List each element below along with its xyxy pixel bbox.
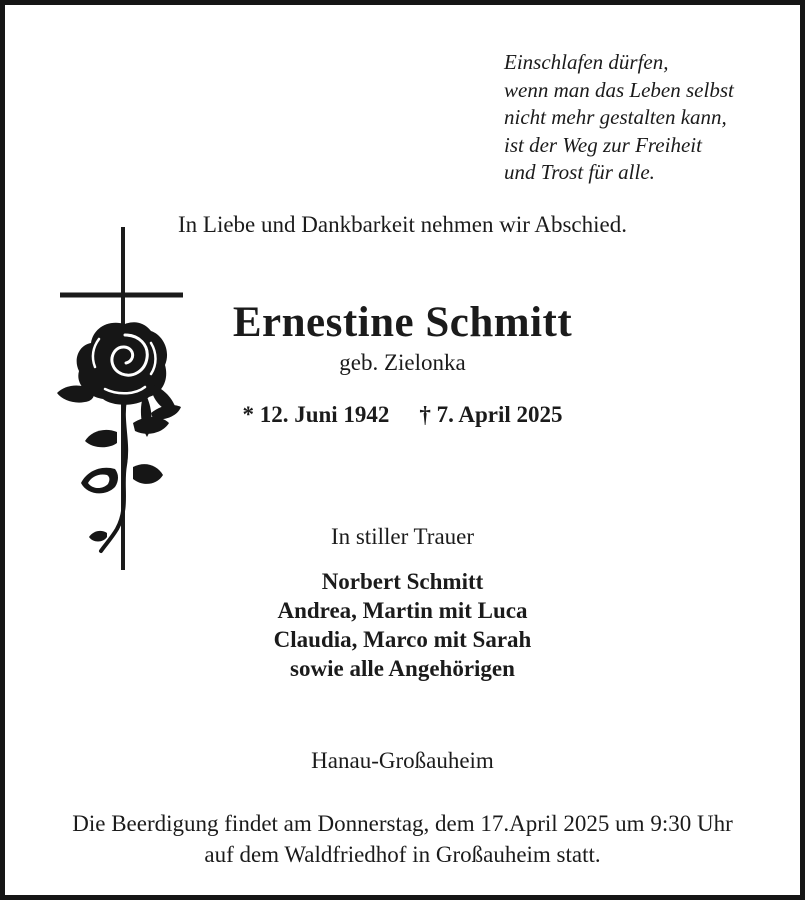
- life-dates: [5, 402, 800, 428]
- epigraph-line: ist der Weg zur Freiheit: [504, 132, 702, 157]
- mourner-name: Norbert Schmitt: [321, 569, 484, 594]
- epigraph-line: und Trost für alle.: [504, 160, 655, 184]
- mourner-name: Claudia, Marco mit Sarah: [273, 627, 532, 652]
- epigraph-line: nicht mehr gestalten kann,: [504, 105, 727, 129]
- location-line: Hanau-Großauheim: [311, 748, 494, 773]
- epigraph-poem: [504, 49, 734, 187]
- epigraph-line: Einschlafen dürfen,: [504, 50, 669, 74]
- mourner-names: [5, 567, 800, 683]
- funeral-info-line: auf dem Waldfriedhof in Großauheim statt.: [204, 841, 601, 867]
- funeral-info-line: Die Beerdigung findet am Donnerstag, dem 17.April 2025 um 9:30 Uhr: [72, 811, 733, 836]
- mourning-heading: In stiller Trauer: [330, 524, 475, 549]
- deceased-name: Ernestine Schmitt: [232, 299, 573, 346]
- maiden-name: geb. Zielonka: [339, 350, 466, 375]
- birth-date: * 12. Juni 1942: [242, 402, 390, 427]
- mourner-name: Andrea, Martin mit Luca: [277, 598, 528, 623]
- mourner-name: sowie alle Angehörigen: [290, 656, 515, 681]
- funeral-info: [5, 809, 800, 870]
- epigraph-line: wenn man das Leben selbst: [504, 77, 734, 102]
- intro-line: In Liebe und Dankbarkeit nehmen wir Abschied.: [177, 212, 627, 237]
- death-date: † 7. April 2025: [419, 402, 563, 427]
- cross-rose-illustration: [55, 217, 195, 577]
